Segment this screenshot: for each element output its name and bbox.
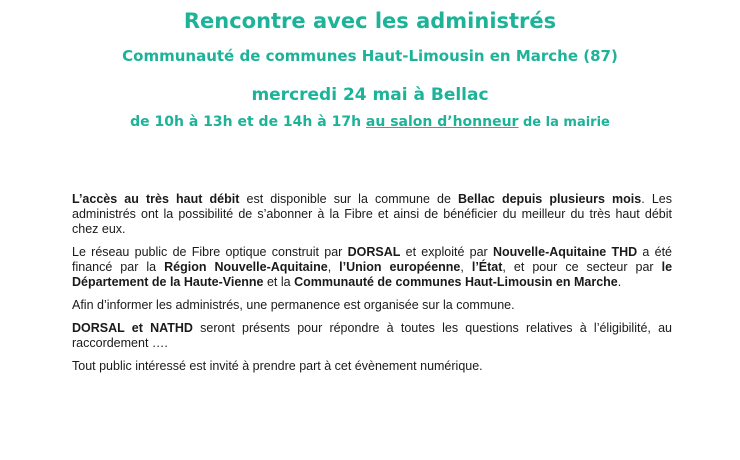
text: . Les administrés ont la possibilité de s’abonner à la Fibre et ainsi de bénéficier du meilleur du très haut débit chez eux. — [72, 192, 672, 236]
bold-text: Bellac depuis plusieurs mois — [458, 192, 642, 206]
text: Le réseau public de Fibre optique construit par — [72, 245, 348, 259]
bold-text: DORSAL — [347, 245, 401, 259]
paragraph-3 — [72, 298, 672, 313]
text: seront présents pour répondre à toutes les questions relatives à l’éligibilité, au raccordement …. — [72, 321, 672, 350]
text: Afin d’informer les administrés, une permanence est organisée sur la commune. — [72, 298, 515, 312]
venue-suffix: de la mairie — [518, 115, 610, 130]
text: Tout public intéressé est invité à prendre part à cet évènement numérique. — [72, 359, 483, 373]
bold-text: l’Union européenne — [339, 260, 461, 274]
bold-text: le Département de la Haute-Vienne — [72, 260, 673, 289]
bold-text: Région Nouvelle-Aquitaine — [164, 260, 328, 274]
text: est disponible sur la commune de — [239, 192, 459, 206]
text: a été financé par la — [72, 245, 673, 274]
paragraph-1 — [72, 192, 672, 237]
text: . — [617, 275, 622, 289]
event-hours — [0, 112, 740, 133]
bold-text: Communauté de communes Haut-Limousin en Marche — [294, 275, 618, 289]
text: , — [327, 260, 340, 274]
text: , — [460, 260, 472, 274]
bold-text: Nouvelle-Aquitaine THD — [492, 245, 638, 259]
venue-link[interactable]: au salon d’honneur — [365, 114, 519, 130]
bold-text: L’accès au très haut débit — [72, 192, 240, 206]
text: et la — [263, 275, 295, 289]
paragraph-2 — [72, 245, 672, 290]
body-text — [72, 192, 672, 382]
paragraph-4 — [72, 321, 672, 351]
text: et exploité par — [400, 245, 493, 259]
page-title: Rencontre avec les administrés — [183, 9, 557, 33]
paragraph-5 — [72, 359, 672, 374]
subtitle: Communauté de communes Haut-Limousin en Marche (87) — [122, 47, 618, 65]
hours-text: de 10h à 13h et de 14h à 17h — [130, 114, 366, 130]
text: , et pour ce secteur par — [502, 260, 662, 274]
bold-text: DORSAL et NATHD — [72, 321, 193, 335]
bold-text: l’État — [471, 260, 503, 274]
event-date: mercredi 24 mai à Bellac — [251, 85, 489, 105]
